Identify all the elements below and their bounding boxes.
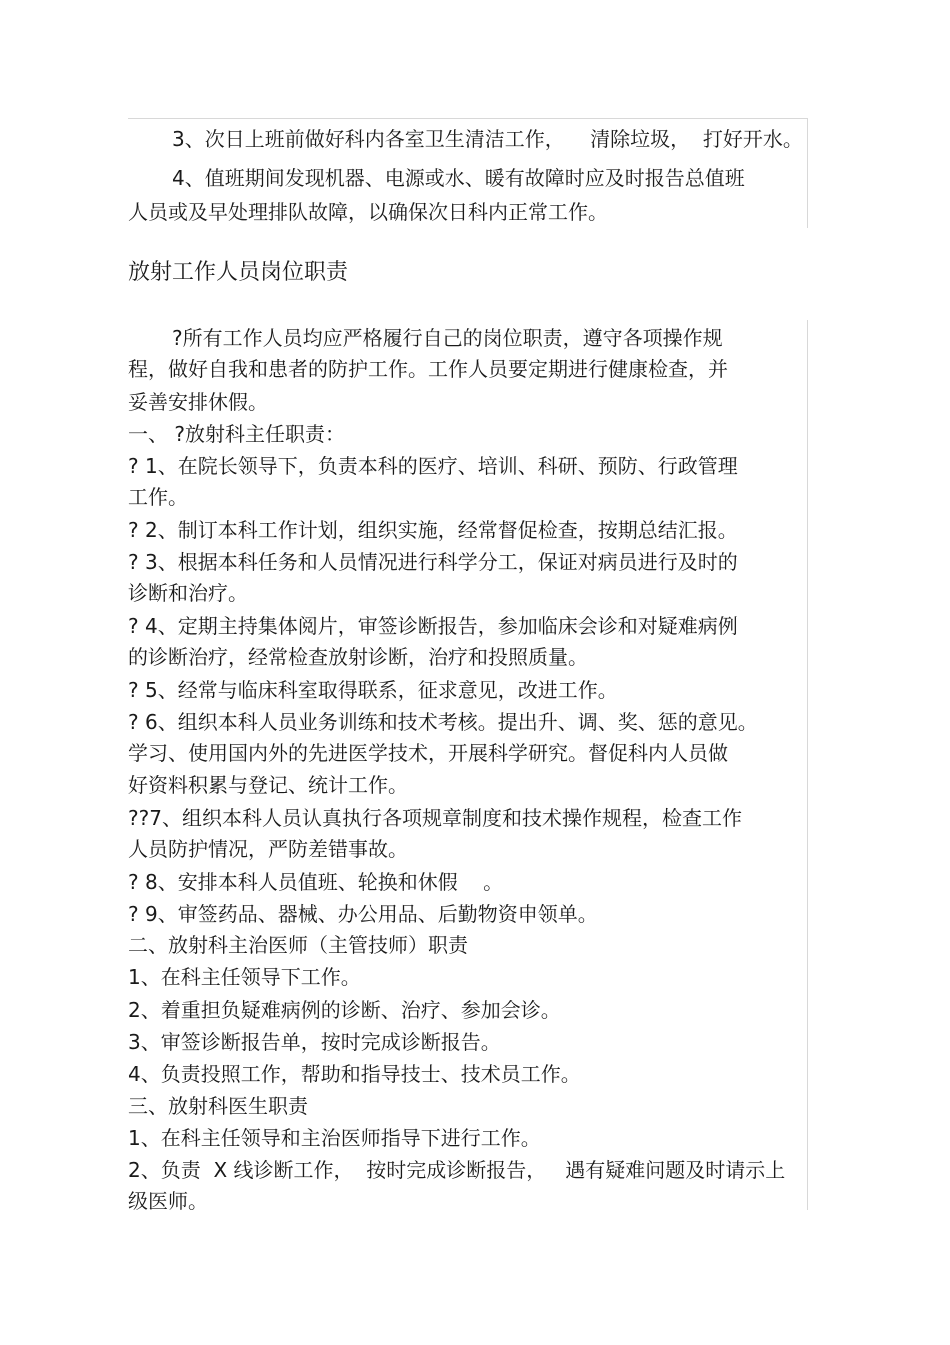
text-line: 程，做好自我和患者的防护工作。工作人员要定期进行健康检查，并 <box>128 357 728 381</box>
text-line: 1、在科主任领导下工作。 <box>128 965 361 989</box>
page-border-right-top <box>807 118 808 228</box>
text-line: 好资料积累与登记、统计工作。 <box>128 773 408 797</box>
text-line: 二、放射科主治医师（主管技师）职责 <box>128 933 468 957</box>
text-line: 1、在科主任领导和主治医师指导下进行工作。 <box>128 1126 541 1150</box>
text-line: 三、放射科医生职责 <box>128 1094 308 1118</box>
text-line: 人员防护情况，严防差错事故。 <box>128 837 408 861</box>
text-line: ? 6、组织本科人员业务训练和技术考核。提出升、调、奖、惩的意见。 <box>128 710 758 734</box>
text-line: ?所有工作人员均应严格履行自己的岗位职责，遵守各项操作规 <box>172 326 723 350</box>
text-line: 的诊断治疗，经常检查放射诊断，治疗和投照质量。 <box>128 645 588 669</box>
text-line: 工作。 <box>128 485 188 509</box>
section-title: 放射工作人员岗位职责 <box>128 260 349 285</box>
text-line: ? 4、定期主持集体阅片，审签诊断报告，参加临床会诊和对疑难病例 <box>128 614 738 638</box>
page-border-top <box>128 118 808 119</box>
text-line: 人员或及早处理排队故障，以确保次日科内正常工作。 <box>128 200 608 224</box>
text-line: 妥善安排休假。 <box>128 390 268 414</box>
text-line: ? 2、制订本科工作计划，组织实施，经常督促检查，按期总结汇报。 <box>128 518 738 542</box>
text-line: 4、负责投照工作，帮助和指导技士、技术员工作。 <box>128 1062 581 1086</box>
text-line: 2、着重担负疑难病例的诊断、治疗、参加会诊。 <box>128 998 561 1022</box>
text-line: ? 5、经常与临床科室取得联系，征求意见，改进工作。 <box>128 678 618 702</box>
text-line: 诊断和治疗。 <box>128 581 248 605</box>
text-line: ? 3、根据本科任务和人员情况进行科学分工，保证对病员进行及时的 <box>128 550 738 574</box>
page-border-right-body <box>807 320 808 1210</box>
text-line: ??7、组织本科人员认真执行各项规章制度和技术操作规程，检查工作 <box>128 806 742 830</box>
text-line: 4、值班期间发现机器、电源或水、暖有故障时应及时报告总值班 <box>172 166 745 190</box>
text-line: 一、 ?放射科主任职责： <box>128 422 345 446</box>
text-line: 2、负责 X 线诊断工作， 按时完成诊断报告， 遇有疑难问题及时请示上 <box>128 1158 786 1182</box>
text-line: 学习、使用国内外的先进医学技术，开展科学研究。督促科内人员做 <box>128 741 728 765</box>
text-line: 3、审签诊断报告单，按时完成诊断报告。 <box>128 1030 501 1054</box>
text-line: ? 8、安排本科人员值班、轮换和休假 。 <box>128 870 504 894</box>
text-line: 3、次日上班前做好科内各室卫生清洁工作， 清除垃圾， 打好开水。 <box>172 127 803 151</box>
text-line: 级医师。 <box>128 1189 208 1213</box>
text-line: ? 9、审签药品、器械、办公用品、后勤物资申领单。 <box>128 902 598 926</box>
text-line: ? 1、在院长领导下，负责本科的医疗、培训、科研、预防、行政管理 <box>128 454 738 478</box>
